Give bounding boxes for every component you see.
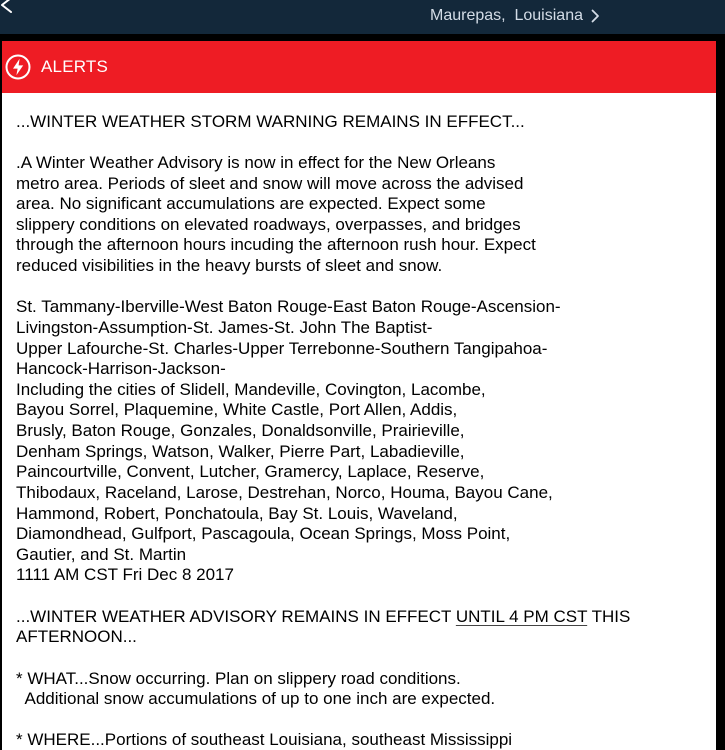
alert-summary-line: .A Winter Weather Advisory is now in effect for the New Orleans (16, 152, 496, 172)
alert-area-line: Brusly, Baton Rouge, Gonzales, Donaldsonville, Prairieville, (16, 421, 465, 441)
alert-area-line: Livingston-Assumption-St. James-St. John The Baptist- (16, 317, 433, 337)
alert-area-line: Including the cities of Slidell, Mandeville, Covington, Lacombe, (16, 379, 486, 399)
what-line: * WHAT...Snow occurring. Plan on slippery road conditions. (16, 668, 461, 688)
advisory-headline-continued: AFTERNOON... (16, 627, 137, 647)
advisory-text-after: THIS (587, 606, 631, 626)
alert-areas (16, 297, 716, 586)
alert-headline: ...WINTER WEATHER STORM WARNING REMAINS IN EFFECT... (16, 111, 525, 131)
alert-area-line: Diamondhead, Gulfport, Pascagoula, Ocean Springs, Moss Point, (16, 524, 511, 544)
alert-what (16, 669, 716, 710)
alert-headline-block (16, 112, 716, 133)
alert-area-line: Hancock-Harrison-Jackson- (16, 359, 226, 379)
alert-area-line: Upper Lafourche-St. Charles-Upper Terrebonne-Southern Tangipahoa- (16, 338, 548, 358)
chevron-right-icon (591, 9, 600, 23)
alert-summary (16, 153, 716, 277)
alert-area-line: Denham Springs, Watson, Walker, Pierre Part, Labadieville, (16, 441, 465, 461)
location-button[interactable] (430, 6, 600, 26)
alert-issued-time: 1111 AM CST Fri Dec 8 2017 (16, 565, 234, 585)
alert-content-scroll[interactable] (2, 93, 716, 750)
alert-summary-line: through the afternoon hours incuding the afternoon rush hour. Expect (16, 235, 536, 255)
alert-area-line: Gautier, and St. Martin (16, 544, 187, 564)
alert-area-line: Bayou Sorrel, Plaquemine, White Castle, Port Allen, Addis, (16, 400, 458, 420)
alert-summary-line: area. No significant accumulations are expected. Expect some (16, 194, 486, 214)
alert-summary-line: slippery conditions on elevated roadways, overpasses, and bridges (16, 214, 521, 234)
what-line: Additional snow accumulations of up to one inch are expected. (16, 689, 496, 709)
advisory-headline-line (16, 607, 716, 628)
advisory-time-link[interactable]: UNTIL 4 PM CST (455, 606, 588, 626)
alert-area-line: Thibodaux, Raceland, Larose, Destrehan, Norco, Houma, Bayou Cane, (16, 482, 553, 502)
nav-bar (0, 0, 725, 34)
alert-area-line: St. Tammany-Iberville-West Baton Rouge-East Baton Rouge-Ascension- (16, 297, 561, 317)
chevron-left-icon (0, 0, 16, 16)
alerts-title: ALERTS (41, 57, 109, 76)
location-label: Maurepas, Louisiana (430, 7, 583, 24)
alert-where (16, 730, 716, 750)
advisory-headline (16, 607, 716, 648)
lightning-bolt-circle-icon (5, 54, 31, 80)
back-button[interactable] (0, 0, 18, 16)
alert-summary-line: metro area. Periods of sleet and snow will move across the advised (16, 173, 524, 193)
advisory-text-before: ...WINTER WEATHER ADVISORY REMAINS IN EFFECT (16, 606, 456, 626)
alerts-header (2, 41, 716, 93)
where-line: * WHERE...Portions of southeast Louisiana, southeast Mississippi (16, 730, 513, 750)
alert-summary-line: reduced visibilities in the heavy bursts of sleet and snow. (16, 256, 443, 276)
alert-area-line: Paincourtville, Convent, Lutcher, Gramercy, Laplace, Reserve, (16, 462, 485, 482)
alert-area-line: Hammond, Robert, Ponchatoula, Bay St. Louis, Waveland, (16, 503, 458, 523)
